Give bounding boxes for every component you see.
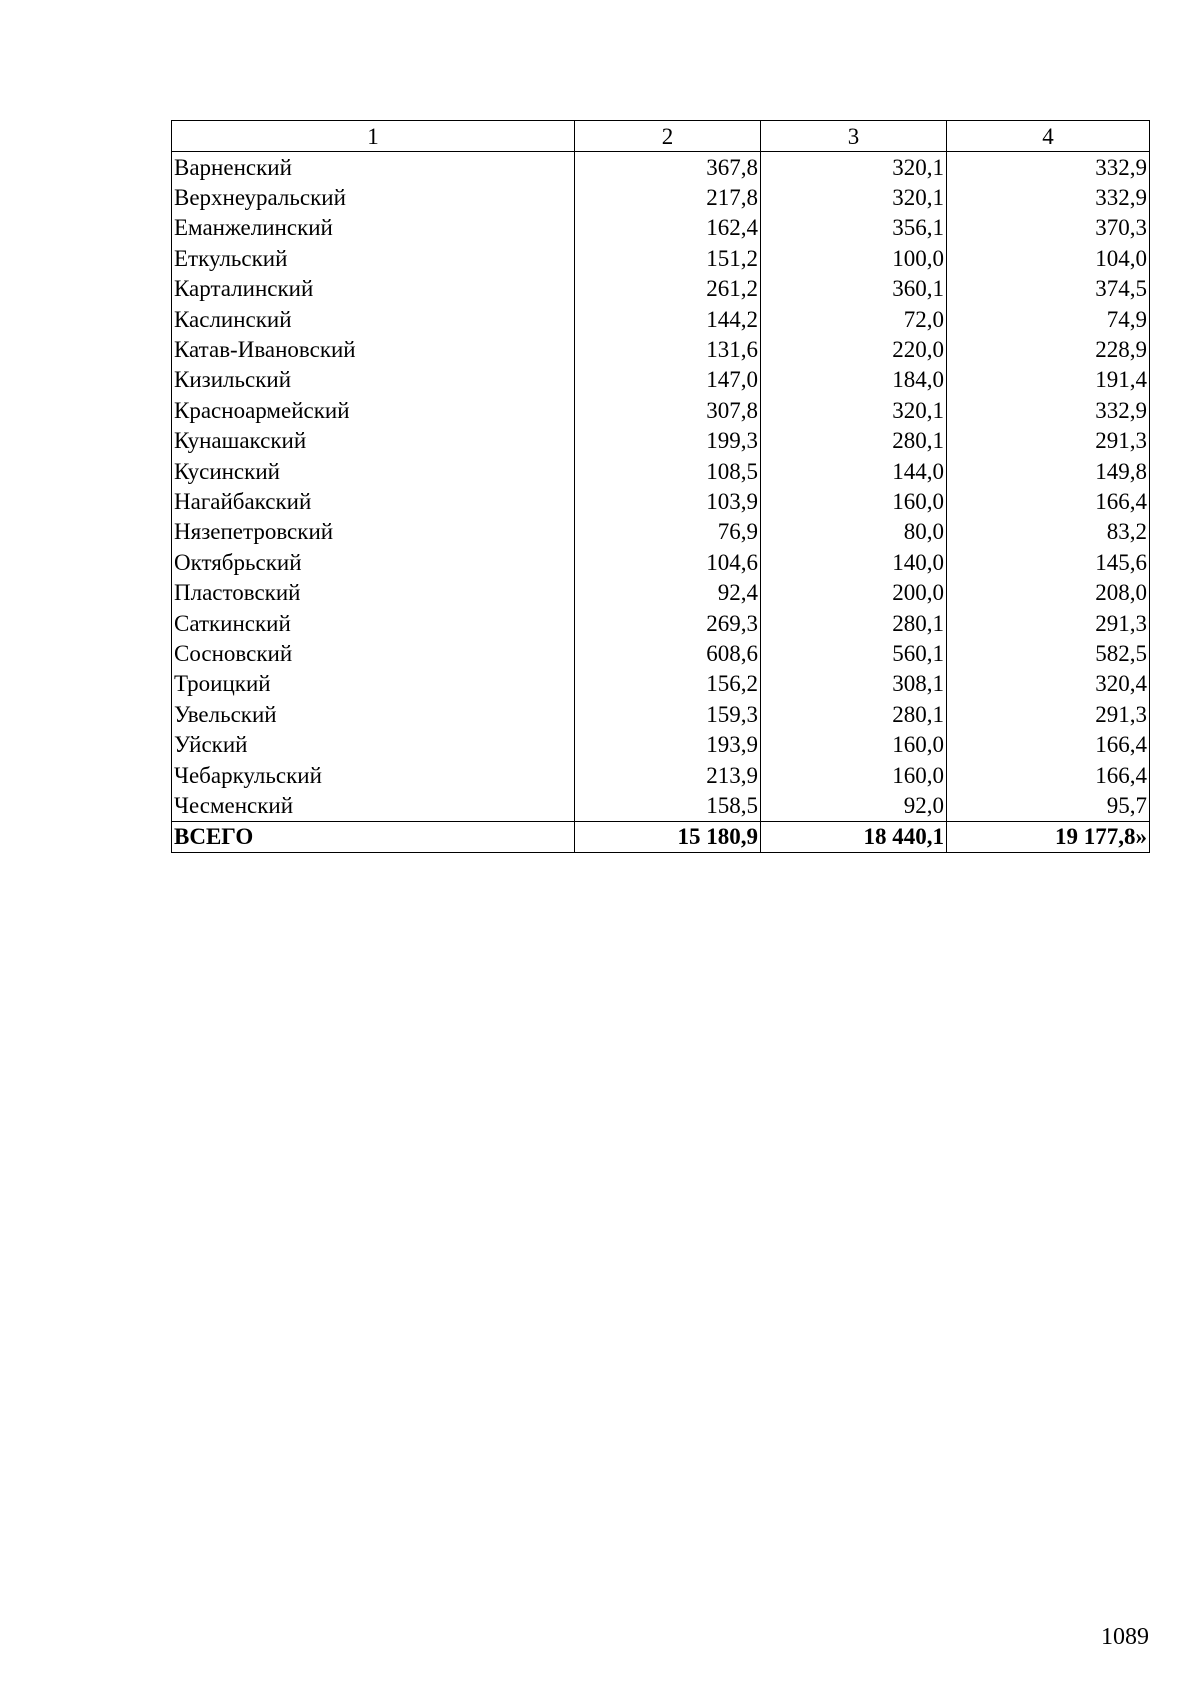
district-name: Катав-Ивановский <box>172 334 575 364</box>
value-col-4: 228,9 <box>947 334 1150 364</box>
value-col-4: 374,5 <box>947 274 1150 304</box>
district-name: Троицкий <box>172 669 575 699</box>
value-col-2: 147,0 <box>575 365 761 395</box>
total-col-4: 19 177,8» <box>947 821 1150 852</box>
value-col-2: 103,9 <box>575 486 761 516</box>
table-row <box>172 486 1150 516</box>
total-label: ВСЕГО <box>172 821 575 852</box>
value-col-2: 213,9 <box>575 760 761 790</box>
value-col-2: 261,2 <box>575 274 761 304</box>
value-col-4: 320,4 <box>947 669 1150 699</box>
table-row <box>172 243 1150 273</box>
table-row <box>172 456 1150 486</box>
value-col-3: 140,0 <box>761 547 947 577</box>
district-name: Нязепетровский <box>172 517 575 547</box>
district-name: Красноармейский <box>172 395 575 425</box>
value-col-2: 156,2 <box>575 669 761 699</box>
district-name: Кунашакский <box>172 426 575 456</box>
value-col-4: 582,5 <box>947 638 1150 668</box>
district-name: Верхнеуральский <box>172 182 575 212</box>
value-col-2: 158,5 <box>575 790 761 821</box>
table-row <box>172 334 1150 364</box>
value-col-4: 332,9 <box>947 395 1150 425</box>
column-header-1: 1 <box>172 121 575 152</box>
table-row <box>172 274 1150 304</box>
district-name: Еманжелинский <box>172 213 575 243</box>
value-col-2: 159,3 <box>575 699 761 729</box>
value-col-4: 149,8 <box>947 456 1150 486</box>
district-name: Чесменский <box>172 790 575 821</box>
value-col-2: 92,4 <box>575 577 761 607</box>
value-col-3: 92,0 <box>761 790 947 821</box>
value-col-4: 208,0 <box>947 577 1150 607</box>
value-col-3: 184,0 <box>761 365 947 395</box>
district-name: Еткульский <box>172 243 575 273</box>
table-row <box>172 304 1150 334</box>
table-row <box>172 760 1150 790</box>
district-name: Нагайбакский <box>172 486 575 516</box>
table-row <box>172 395 1150 425</box>
header-row <box>172 121 1150 152</box>
value-col-3: 144,0 <box>761 456 947 486</box>
value-col-4: 291,3 <box>947 608 1150 638</box>
table-body <box>172 152 1150 853</box>
total-row <box>172 821 1150 852</box>
value-col-3: 220,0 <box>761 334 947 364</box>
value-col-4: 74,9 <box>947 304 1150 334</box>
value-col-3: 160,0 <box>761 486 947 516</box>
value-col-4: 166,4 <box>947 486 1150 516</box>
table-row <box>172 517 1150 547</box>
value-col-2: 131,6 <box>575 334 761 364</box>
value-col-4: 166,4 <box>947 729 1150 759</box>
district-name: Кусинский <box>172 456 575 486</box>
value-col-4: 370,3 <box>947 213 1150 243</box>
table-row <box>172 426 1150 456</box>
value-col-4: 291,3 <box>947 426 1150 456</box>
value-col-4: 166,4 <box>947 760 1150 790</box>
value-col-2: 608,6 <box>575 638 761 668</box>
district-name: Чебаркульский <box>172 760 575 790</box>
total-col-2: 15 180,9 <box>575 821 761 852</box>
value-col-3: 280,1 <box>761 426 947 456</box>
value-col-4: 104,0 <box>947 243 1150 273</box>
district-name: Кизильский <box>172 365 575 395</box>
district-name: Сосновский <box>172 638 575 668</box>
value-col-3: 360,1 <box>761 274 947 304</box>
column-header-4: 4 <box>947 121 1150 152</box>
table-row <box>172 699 1150 729</box>
value-col-2: 199,3 <box>575 426 761 456</box>
page-number: 1089 <box>1101 1624 1149 1650</box>
value-col-2: 151,2 <box>575 243 761 273</box>
value-col-2: 144,2 <box>575 304 761 334</box>
value-col-2: 307,8 <box>575 395 761 425</box>
district-name: Октябрьский <box>172 547 575 577</box>
value-col-2: 104,6 <box>575 547 761 577</box>
value-col-4: 191,4 <box>947 365 1150 395</box>
district-name: Варненский <box>172 152 575 183</box>
table-row <box>172 577 1150 607</box>
table-row <box>172 669 1150 699</box>
value-col-3: 320,1 <box>761 152 947 183</box>
value-col-4: 95,7 <box>947 790 1150 821</box>
district-name: Карталинский <box>172 274 575 304</box>
value-col-2: 217,8 <box>575 182 761 212</box>
value-col-4: 332,9 <box>947 182 1150 212</box>
value-col-3: 320,1 <box>761 395 947 425</box>
table-row <box>172 608 1150 638</box>
value-col-3: 72,0 <box>761 304 947 334</box>
value-col-3: 160,0 <box>761 729 947 759</box>
district-name: Пластовский <box>172 577 575 607</box>
district-name: Уйский <box>172 729 575 759</box>
value-col-3: 80,0 <box>761 517 947 547</box>
table-header <box>172 121 1150 152</box>
value-col-4: 145,6 <box>947 547 1150 577</box>
district-name: Каслинский <box>172 304 575 334</box>
table-row <box>172 365 1150 395</box>
value-col-4: 332,9 <box>947 152 1150 183</box>
value-col-2: 193,9 <box>575 729 761 759</box>
district-name: Саткинский <box>172 608 575 638</box>
value-col-2: 162,4 <box>575 213 761 243</box>
column-header-3: 3 <box>761 121 947 152</box>
value-col-4: 291,3 <box>947 699 1150 729</box>
table-row <box>172 213 1150 243</box>
total-col-3: 18 440,1 <box>761 821 947 852</box>
table-row <box>172 638 1150 668</box>
value-col-3: 560,1 <box>761 638 947 668</box>
value-col-3: 308,1 <box>761 669 947 699</box>
value-col-4: 83,2 <box>947 517 1150 547</box>
table-row <box>172 729 1150 759</box>
value-col-2: 367,8 <box>575 152 761 183</box>
value-col-3: 320,1 <box>761 182 947 212</box>
district-name: Увельский <box>172 699 575 729</box>
value-col-3: 100,0 <box>761 243 947 273</box>
value-col-3: 280,1 <box>761 608 947 638</box>
value-col-3: 200,0 <box>761 577 947 607</box>
value-col-3: 356,1 <box>761 213 947 243</box>
table-row <box>172 182 1150 212</box>
value-col-2: 108,5 <box>575 456 761 486</box>
table-row <box>172 547 1150 577</box>
table-row <box>172 790 1150 821</box>
value-col-2: 269,3 <box>575 608 761 638</box>
column-header-2: 2 <box>575 121 761 152</box>
value-col-2: 76,9 <box>575 517 761 547</box>
value-col-3: 160,0 <box>761 760 947 790</box>
value-col-3: 280,1 <box>761 699 947 729</box>
table-row <box>172 152 1150 183</box>
data-table <box>171 120 1150 853</box>
